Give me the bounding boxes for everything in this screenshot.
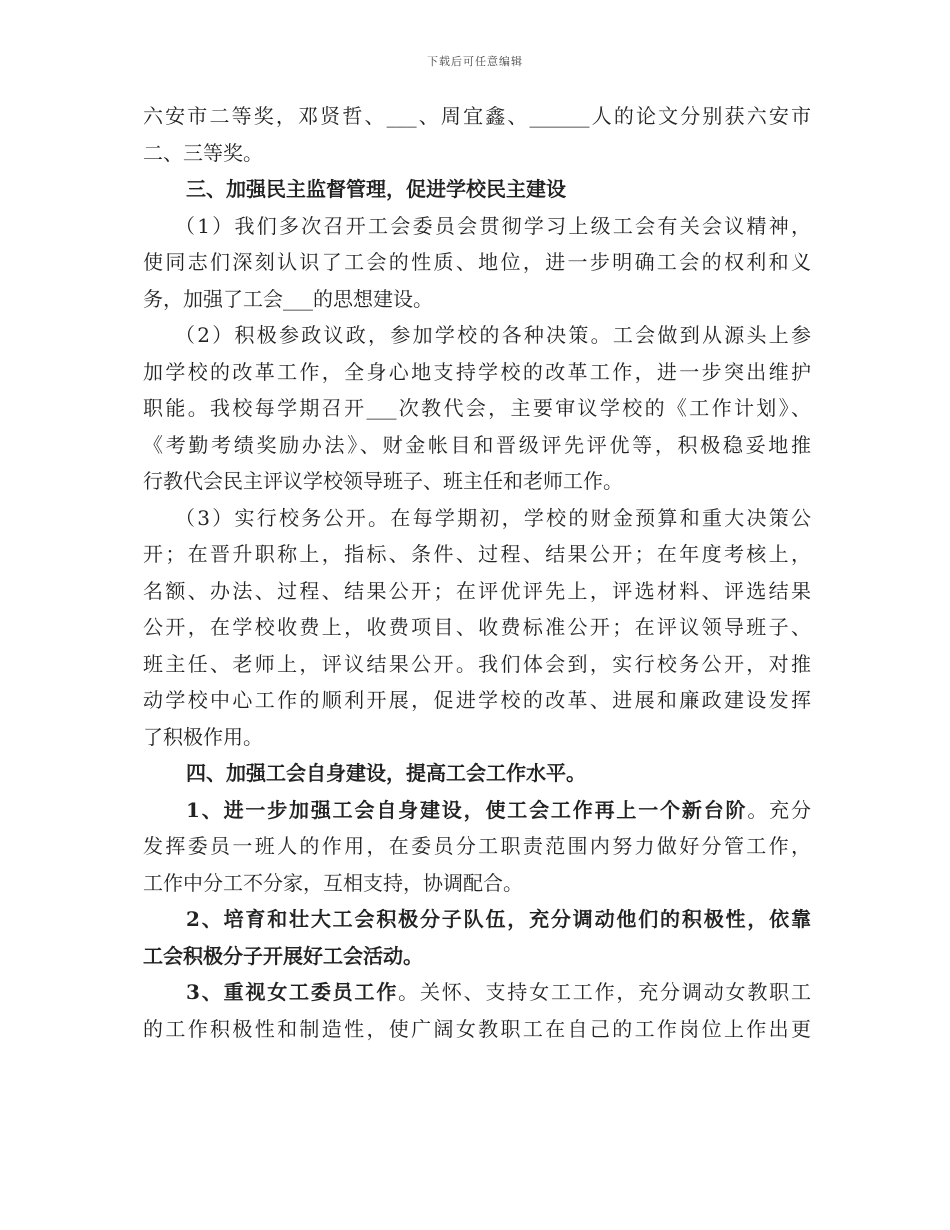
text-line [143,974,811,1011]
text-line: 使同志们深刻认识了工会的性质、地位，进一步明确工会的权利和义 [143,250,811,274]
text-line: 二、三等奖。 [143,140,263,165]
text-line: （1）我们多次召开工会委员会贯彻学习上级工会有关会议精神， [175,213,811,238]
bold-phrase: 1、进一步加强工会自身建设，使工会工作再上一个新台阶 [186,797,748,822]
section-heading: 三、加强民主监督管理，促进学校民主建设 [186,177,566,201]
text-line: 《考勤考绩奖励办法》、财金帐目和晋级评先评优等，积极稳妥地推 [143,432,811,457]
text-line: 了积极作用。 [143,724,263,749]
text-line: 工作中分工不分家，互相支持，协调配合。 [143,870,523,895]
text-line: 动学校中心工作的顺利开展，促进学校的改革、进展和廉政建设发挥 [143,688,811,712]
text-line: 工会积极分子开展好工会活动。 [143,943,423,968]
text-line: 职能。我校每学期召开___次教代会，主要审议学校的《工作计划》、 [143,396,811,420]
text-line: 务，加强了工会___的思想建设。 [143,286,433,311]
page-header: 下载后可任意编辑 [427,55,523,68]
text-line: 开；在晋升职称上，指标、条件、过程、结果公开；在年度考核上， [143,542,811,566]
text-line: （3）实行校务公开。在每学期初，学校的财金预算和重大决策公 [175,505,811,530]
text-span: 。充分 [747,797,811,822]
text-line: 班主任、老师上，评议结果公开。我们体会到，实行校务公开，对推 [143,651,811,676]
text-line [143,792,811,829]
text-line: 名额、办法、过程、结果公开；在评优评先上，评选材料、评选结果 [143,578,811,603]
text-line: 2、培育和壮大工会积极分子队伍，充分调动他们的积极性，依靠 [186,907,811,931]
document-body [143,98,811,1047]
text-line: （2）积极参政议政，参加学校的各种决策。工会做到从源头上参 [175,323,811,347]
text-line: 加学校的改革工作，全身心地支持学校的改革工作，进一步突出维护 [143,359,811,384]
bold-phrase: 3、重视女工委员工作 [186,980,399,1004]
text-line: 的工作积极性和制造性，使广阔女教职工在自己的工作岗位上作出更 [143,1016,811,1041]
section-heading: 四、加强工会自身建设，提高工会工作水平。 [186,761,586,785]
text-line: 公开，在学校收费上，收费项目、收费标准公开；在评议领导班子、 [143,615,811,639]
text-span: 。关怀、支持女工工作，充分调动女教职工 [398,980,811,1004]
text-line: 发挥委员一班人的作用，在委员分工职责范围内努力做好分管工作， [143,834,811,858]
text-line: 行教代会民主评议学校领导班子、班主任和老师工作。 [143,469,623,493]
text-line: 六安市二等奖，邓贤哲、___、周宜鑫、______人的论文分别获六安市 [143,104,811,128]
